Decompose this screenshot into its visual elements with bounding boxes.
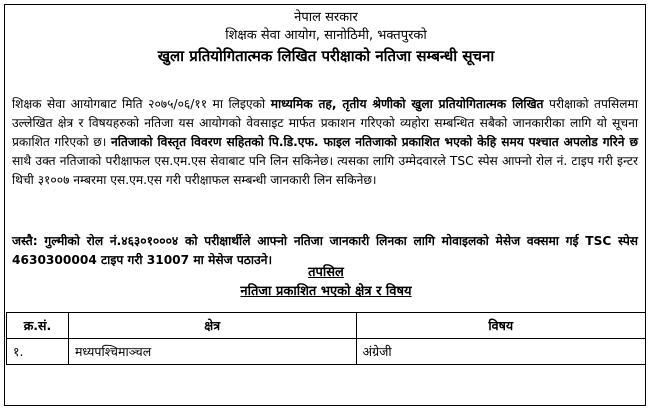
paragraph-text-a: शिक्षक सेवा आयोगबाट मिति २०७५/०६/११ मा लिइएको xyxy=(12,97,271,111)
cell-subject: अंग्रेजी xyxy=(356,339,645,365)
paragraph-pdf-bold: नतिजाको विस्तृत विवरण सहितको पि.डि.एफ. फाइल नतिजाको प्रकाशित भएको केहि समय पश्चात अपलोड गरिने छ xyxy=(110,135,638,149)
table-header-row xyxy=(7,313,646,339)
cell-serial: १. xyxy=(7,339,69,365)
sms-example: जस्तै: गुल्मीको रोल नं.४६३०१०००४ को परीक्षार्थीले आफ्नो नतिजा जानकारी लिनका लागि मोवाइलको मेसेज वक्समा गई TSC स्पेस 4630300004 टाइप गरी 31007 मा मेसेज पठाउने। xyxy=(12,234,638,267)
header-serial: क्र.सं. xyxy=(7,313,69,339)
section-subtitle: नतिजा प्रकाशित भएको क्षेत्र र विषय xyxy=(240,284,412,299)
cell-region: मध्यपश्चिमाञ्चल xyxy=(68,339,356,365)
header-subject: विषय xyxy=(356,313,645,339)
header-commission: शिक्षक सेवा आयोग, सानोठिमी, भक्तपुरको xyxy=(225,28,427,43)
table-row xyxy=(7,339,646,365)
section-title: तपसिल xyxy=(308,265,344,280)
paragraph-text-c: परीक्षाको तपसिलमा उल्लेखित क्षेत्र र विषयहरुको नतिजा यस आयोगको वेवसाइट मार्फत प्रकाशन गरिएको व्यहोरा सम्बन्धित सबैको जानकारीका लागि यो सूचना प्रकाशित गरिएको छ। xyxy=(12,97,638,149)
notice-title: खुला प्रतियोगितात्मक लिखित परीक्षाको नतिजा सम्बन्धी सूचना xyxy=(157,47,495,65)
paragraph-level-bold: माध्यमिक तह, तृतीय श्रेणीको खुला प्रतियोगितात्मक लिखित xyxy=(270,97,544,111)
header-region: क्षेत्र xyxy=(68,313,356,339)
paragraph-text-e: साथै उक्त नतिजाको परीक्षाफल एस.एम.एस सेवाबाट पनि लिन सकिनेछ। त्यसका लागि उम्मेदवारले TSC स्पेस आफ्नो रोल नं. टाइप गरी इन्टर थिची ३१००७ नम्बरमा एस.एम.एस गरी परीक्षाफल सम्बन्धी जानकारी लिन सकिनेछ। xyxy=(12,154,638,187)
header-government: नेपाल सरकार xyxy=(294,10,358,25)
results-table xyxy=(6,312,646,365)
notice-paragraph xyxy=(12,95,638,190)
